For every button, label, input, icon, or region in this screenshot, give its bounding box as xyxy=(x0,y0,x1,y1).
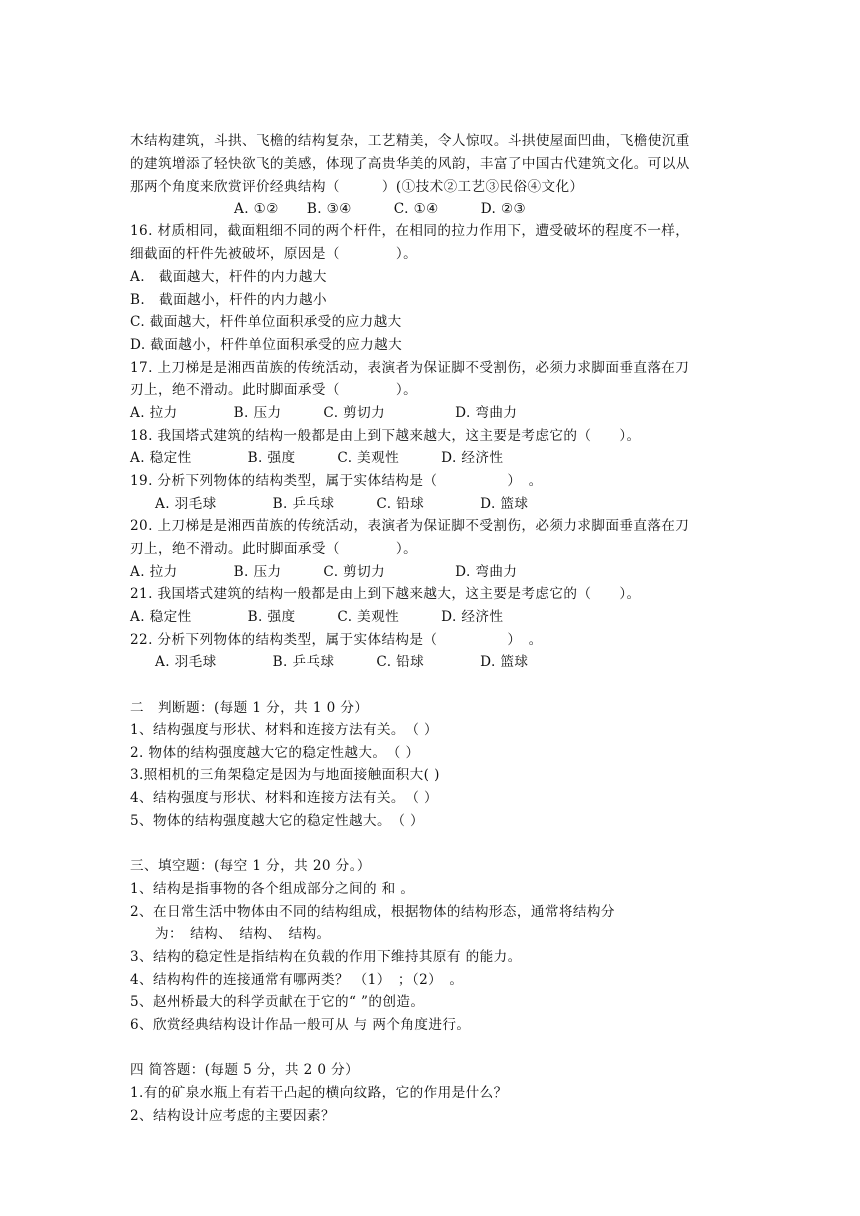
fill-item: 4、结构构件的连接通常有哪两类？ （1） ；（2） 。 xyxy=(130,972,464,988)
question-18: 18. 我国塔式建筑的结构一般都是由上到下越来越大，这主要是考虑它的（ ）。 xyxy=(130,428,641,444)
question-19: 19. 分析下列物体的结构类型，属于实体结构是（ ） 。 xyxy=(130,473,543,489)
fill-item-continuation: 为： 结构、 结构、 结构。 xyxy=(155,926,331,942)
fill-item: 6、欣赏经典结构设计作品一般可从 与 两个角度进行。 xyxy=(130,1017,471,1033)
options-line: A. 拉力 B. 压力 C. 剪切力 D. 弯曲力 xyxy=(130,564,518,580)
judgement-item: 2. 物体的结构强度越大它的稳定性越大。 （ ） xyxy=(130,745,420,761)
judgement-item: 5、物体的结构强度越大它的稳定性越大。 （ ） xyxy=(130,813,425,829)
fill-item: 3、结构的稳定性是指结构在负载的作用下维持其原有 的能力。 xyxy=(130,949,522,965)
option-d: D. 截面越小，杆件单位面积承受的应力越大 xyxy=(130,337,403,353)
judgement-item: 1、结构强度与形状、材料和连接方法有关。 （ ） xyxy=(130,722,439,738)
question-20: 20. 上刀梯是是湘西苗族的传统活动，表演者为保证脚不受割伤，必须力求脚面垂直落在刀 xyxy=(130,518,690,534)
options-line: A. ①② B. ③④ C. ①④ D. ②③ xyxy=(234,201,527,217)
short-answer-item: 2、结构设计应考虑的主要因素？ xyxy=(130,1108,335,1124)
paragraph-line: 木结构建筑，斗拱、飞檐的结构复杂，工艺精美，令人惊叹。斗拱使屋面凹曲，飞檐使沉重 xyxy=(130,133,690,149)
question-21: 21. 我国塔式建筑的结构一般都是由上到下越来越大，这主要是考虑它的（ ）。 xyxy=(130,586,641,602)
short-answer-item: 1.有的矿泉水瓶上有若干凸起的横向纹路，它的作用是什么？ xyxy=(130,1085,508,1101)
options-line: A. 羽毛球 B. 乒乓球 C. 铅球 D. 篮球 xyxy=(155,496,529,512)
option-a: A. 截面越大，杆件的内力越大 xyxy=(130,269,327,285)
option-b: B. 截面越小，杆件的内力越小 xyxy=(130,292,328,308)
fill-item: 5、赵州桥最大的科学贡献在于它的“ ”的创造。 xyxy=(130,994,425,1010)
question-line: 细截面的杆件先被破坏，原因是（ ）。 xyxy=(130,246,418,262)
section-heading-judgement: 二 判断题：(每题 1 分，共 1 0 分） xyxy=(130,700,369,716)
section-heading-fill: 三、填空题：(每空 1 分，共 20 分。） xyxy=(130,858,371,874)
question-line: 刃上，绝不滑动。此时脚面承受（ ）。 xyxy=(130,382,418,398)
question-16: 16. 材质相同，截面粗细不同的两个杆件，在相同的拉力作用下，遭受破坏的程度不一样， xyxy=(130,223,690,239)
options-line: A. 稳定性 B. 强度 C. 美观性 D. 经济性 xyxy=(130,609,504,625)
judgement-item: 3.照相机的三角架稳定是因为与地面接触面积大( ) xyxy=(130,767,440,783)
paragraph-line: 那两个角度来欣赏评价经典结构（ ）(①技术②工艺③民俗④文化） xyxy=(130,179,584,195)
question-22: 22. 分析下列物体的结构类型，属于实体结构是（ ） 。 xyxy=(130,632,543,648)
question-line: 刃上，绝不滑动。此时脚面承受（ ）。 xyxy=(130,541,418,557)
question-17: 17. 上刀梯是是湘西苗族的传统活动，表演者为保证脚不受割伤，必须力求脚面垂直落在刀 xyxy=(130,360,690,376)
options-line: A. 羽毛球 B. 乒乓球 C. 铅球 D. 篮球 xyxy=(155,654,529,670)
fill-item: 2、在日常生活中物体由不同的结构组成，根据物体的结构形态，通常将结构分 xyxy=(130,904,615,920)
judgement-item: 4、结构强度与形状、材料和连接方法有关。 （ ） xyxy=(130,790,439,806)
section-heading-short-answer: 四 简答题：(每题 5 分，共 2 0 分） xyxy=(130,1062,360,1078)
fill-item: 1、结构是指事物的各个组成部分之间的 和 。 xyxy=(130,881,415,897)
options-line: A. 拉力 B. 压力 C. 剪切力 D. 弯曲力 xyxy=(130,405,518,421)
paragraph-line: 的建筑增添了轻快欲飞的美感，体现了高贵华美的风韵，丰富了中国古代建筑文化。可以从 xyxy=(130,156,690,172)
option-c: C. 截面越大，杆件单位面积承受的应力越大 xyxy=(130,314,402,330)
options-line: A. 稳定性 B. 强度 C. 美观性 D. 经济性 xyxy=(130,450,504,466)
